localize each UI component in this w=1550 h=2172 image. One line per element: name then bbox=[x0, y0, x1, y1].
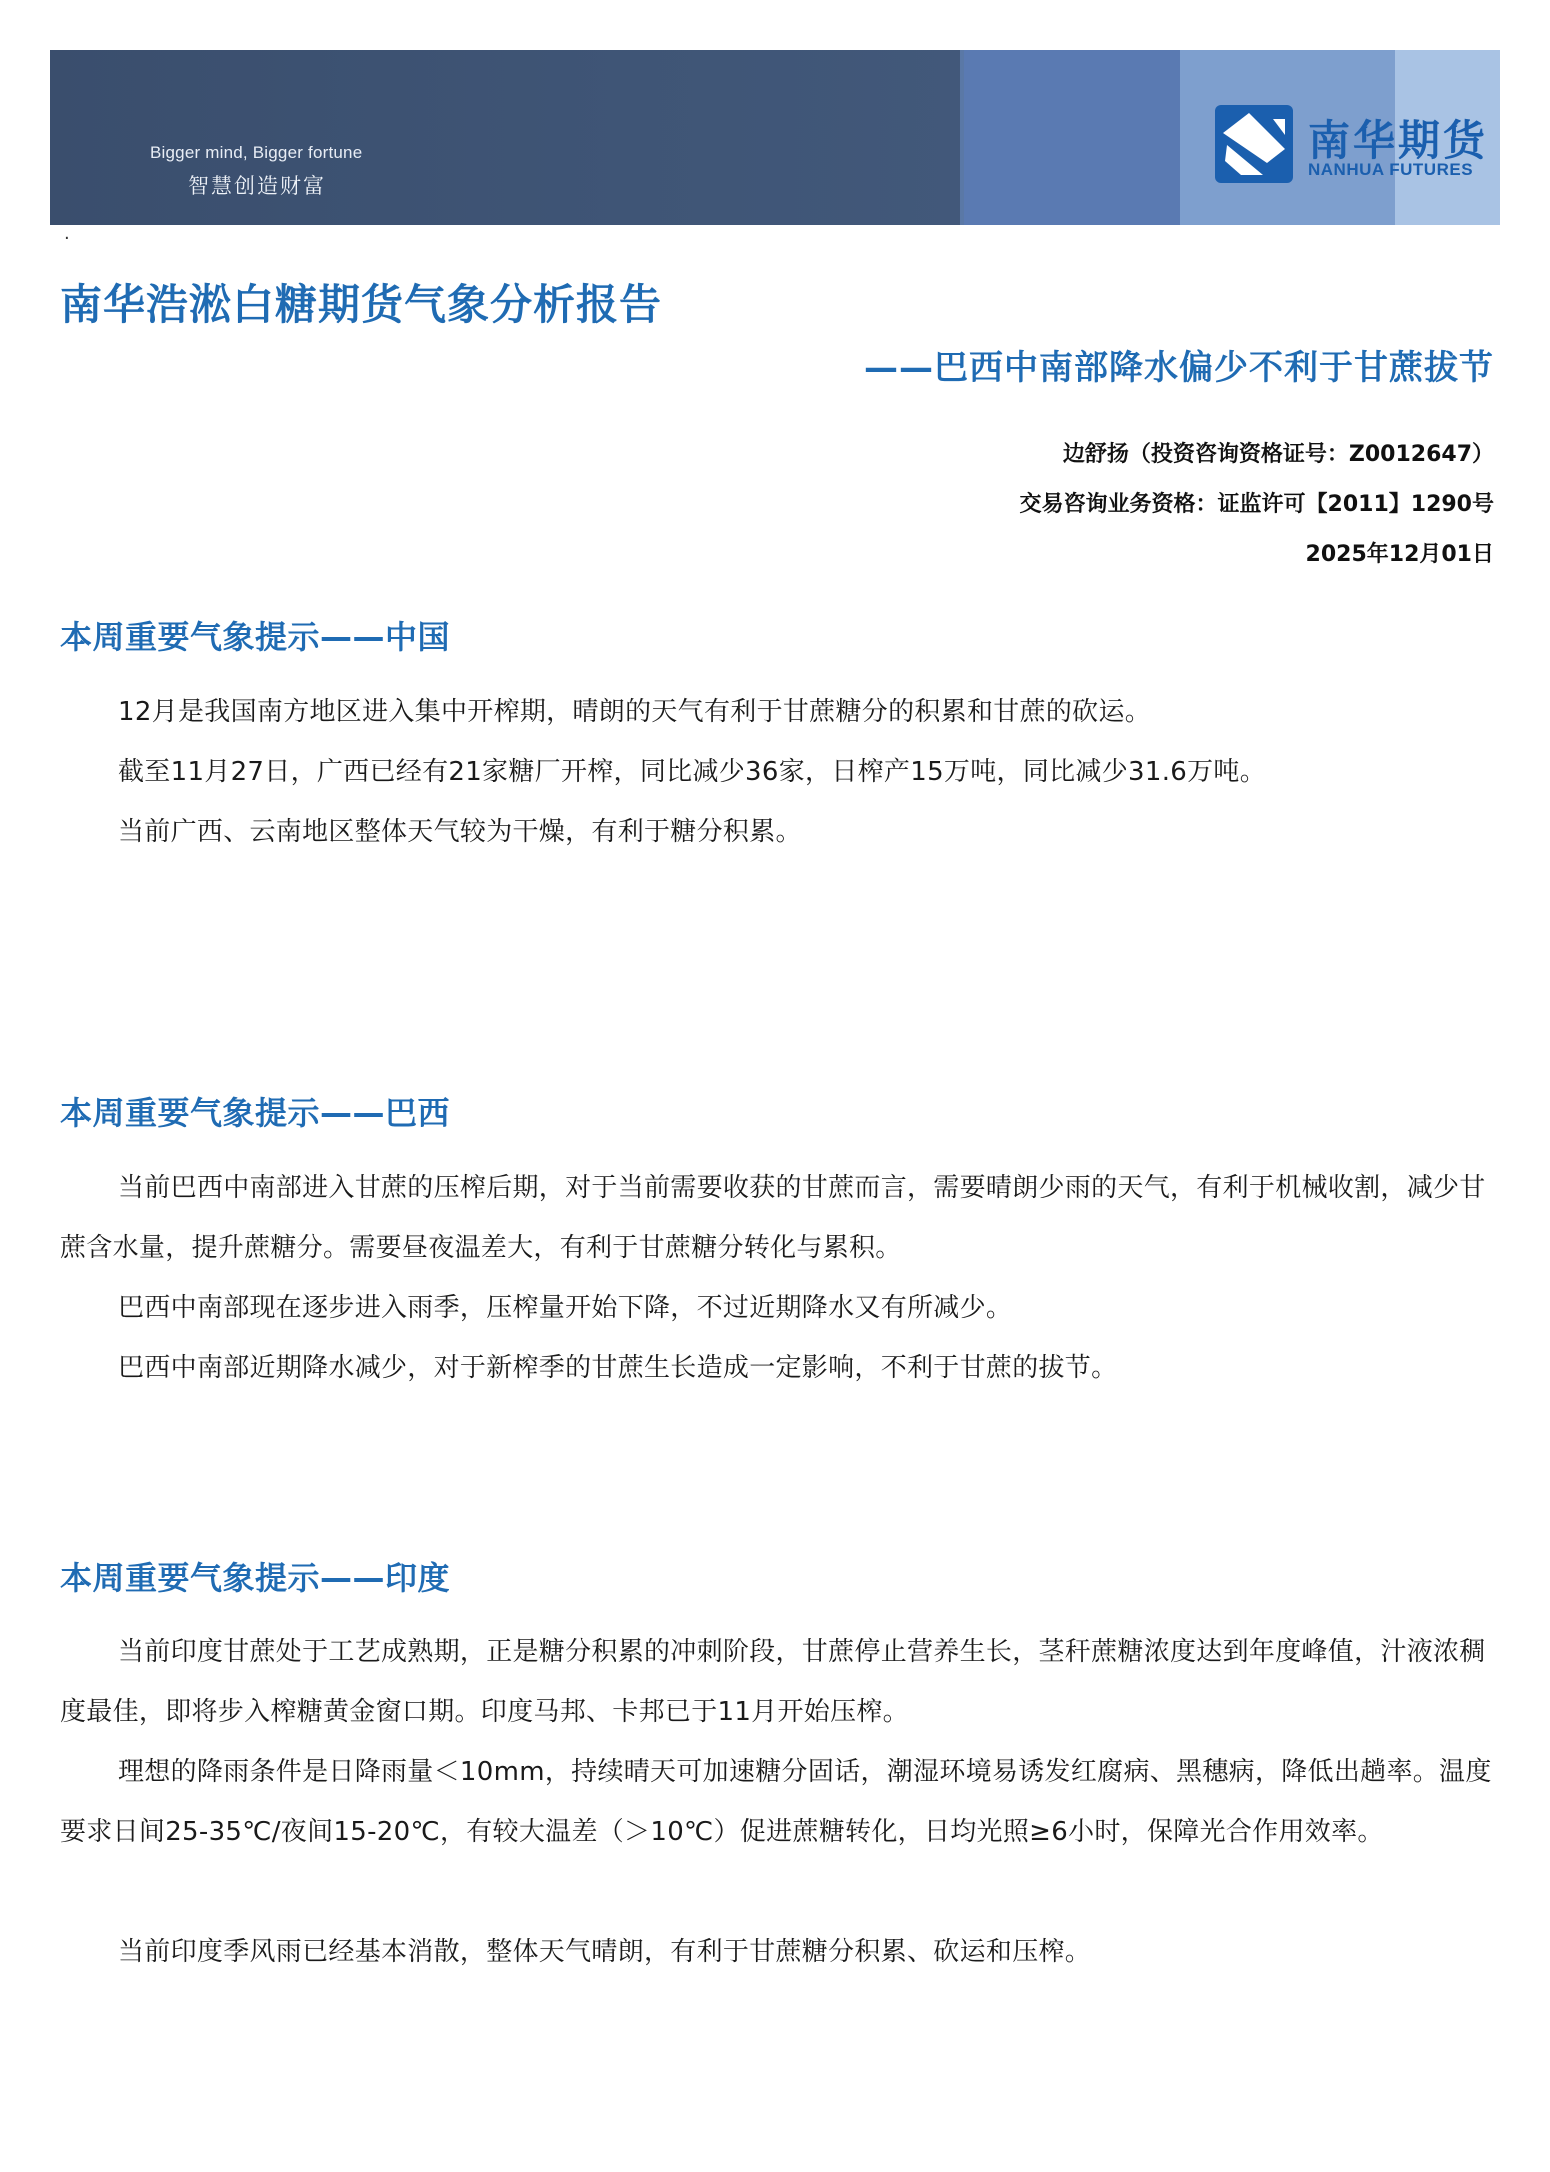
header-banner bbox=[50, 50, 1500, 225]
report-title: 南华浩淞白糖期货气象分析报告 bbox=[60, 280, 663, 329]
logo-chinese-name: 南华期货 bbox=[1308, 116, 1489, 165]
paragraph: 当前印度季风雨已经基本消散，整体天气晴朗，有利于甘蔗糖分积累、砍运和压榨。 bbox=[118, 1937, 1092, 1967]
page-marker: · bbox=[64, 228, 70, 249]
paragraph: 巴西中南部近期降水减少，对于新榨季的甘蔗生长造成一定影响，不利于甘蔗的拔节。 bbox=[118, 1353, 1118, 1383]
paragraph: 12月是我国南方地区进入集中开榨期，晴朗的天气有利于甘蔗糖分的积累和甘蔗的砍运。 bbox=[118, 697, 1152, 727]
banner-stripe bbox=[964, 50, 1180, 225]
report-subtitle: ——巴西中南部降水偏少不利于甘蔗拔节 bbox=[864, 348, 1494, 388]
paragraph: 截至11月27日，广西已经有21家糖厂开榨，同比减少36家，日榨产15万吨，同比减少31.6万吨。 bbox=[118, 757, 1267, 787]
license-line: 交易咨询业务资格：证监许可【2011】1290号 bbox=[1019, 492, 1494, 517]
paragraph: 当前巴西中南部进入甘蔗的压榨后期，对于当前需要收获的甘蔗而言，需要晴朗少雨的天气，有利于机械收割，减少甘蔗含水量，提升蔗糖分。需要昼夜温差大，有利于甘蔗糖分转化与累积。 bbox=[60, 1173, 1486, 1263]
section-title-india: 本周重要气象提示——印度 bbox=[60, 1559, 451, 1597]
report-date: 2025年12月01日 bbox=[1305, 542, 1494, 567]
slogan-english: Bigger mind, Bigger fortune bbox=[150, 143, 363, 162]
nanhua-logo-icon bbox=[1215, 105, 1293, 183]
section-title-china: 本周重要气象提示——中国 bbox=[60, 618, 451, 656]
slogan-chinese: 智慧创造财富 bbox=[188, 174, 326, 198]
paragraph: 当前印度甘蔗处于工艺成熟期，正是糖分积累的冲刺阶段，甘蔗停止营养生长，茎秆蔗糖浓度达到年度峰值，汁液浓稠度最佳，即将步入榨糖黄金窗口期。印度马邦、卡邦已于11月开始压榨。 bbox=[60, 1637, 1486, 1727]
section-title-brazil: 本周重要气象提示——巴西 bbox=[60, 1094, 451, 1132]
paragraph: 巴西中南部现在逐步进入雨季，压榨量开始下降，不过近期降水又有所减少。 bbox=[118, 1293, 1013, 1323]
paragraph: 理想的降雨条件是日降雨量＜10mm，持续晴天可加速糖分固话，潮湿环境易诱发红腐病、黑穗病，降低出趟率。温度要求日间25-35℃/夜间15-20℃，有较大温差（＞10℃）促进蔗糖转化，日均光照≥6小时，保障光合作用效率。 bbox=[60, 1757, 1492, 1847]
logo-english-name: NANHUA FUTURES bbox=[1308, 160, 1474, 179]
paragraph: 当前广西、云南地区整体天气较为干燥，有利于糖分积累。 bbox=[118, 817, 802, 847]
author-line: 边舒扬（投资咨询资格证号：Z0012647） bbox=[1062, 442, 1494, 467]
